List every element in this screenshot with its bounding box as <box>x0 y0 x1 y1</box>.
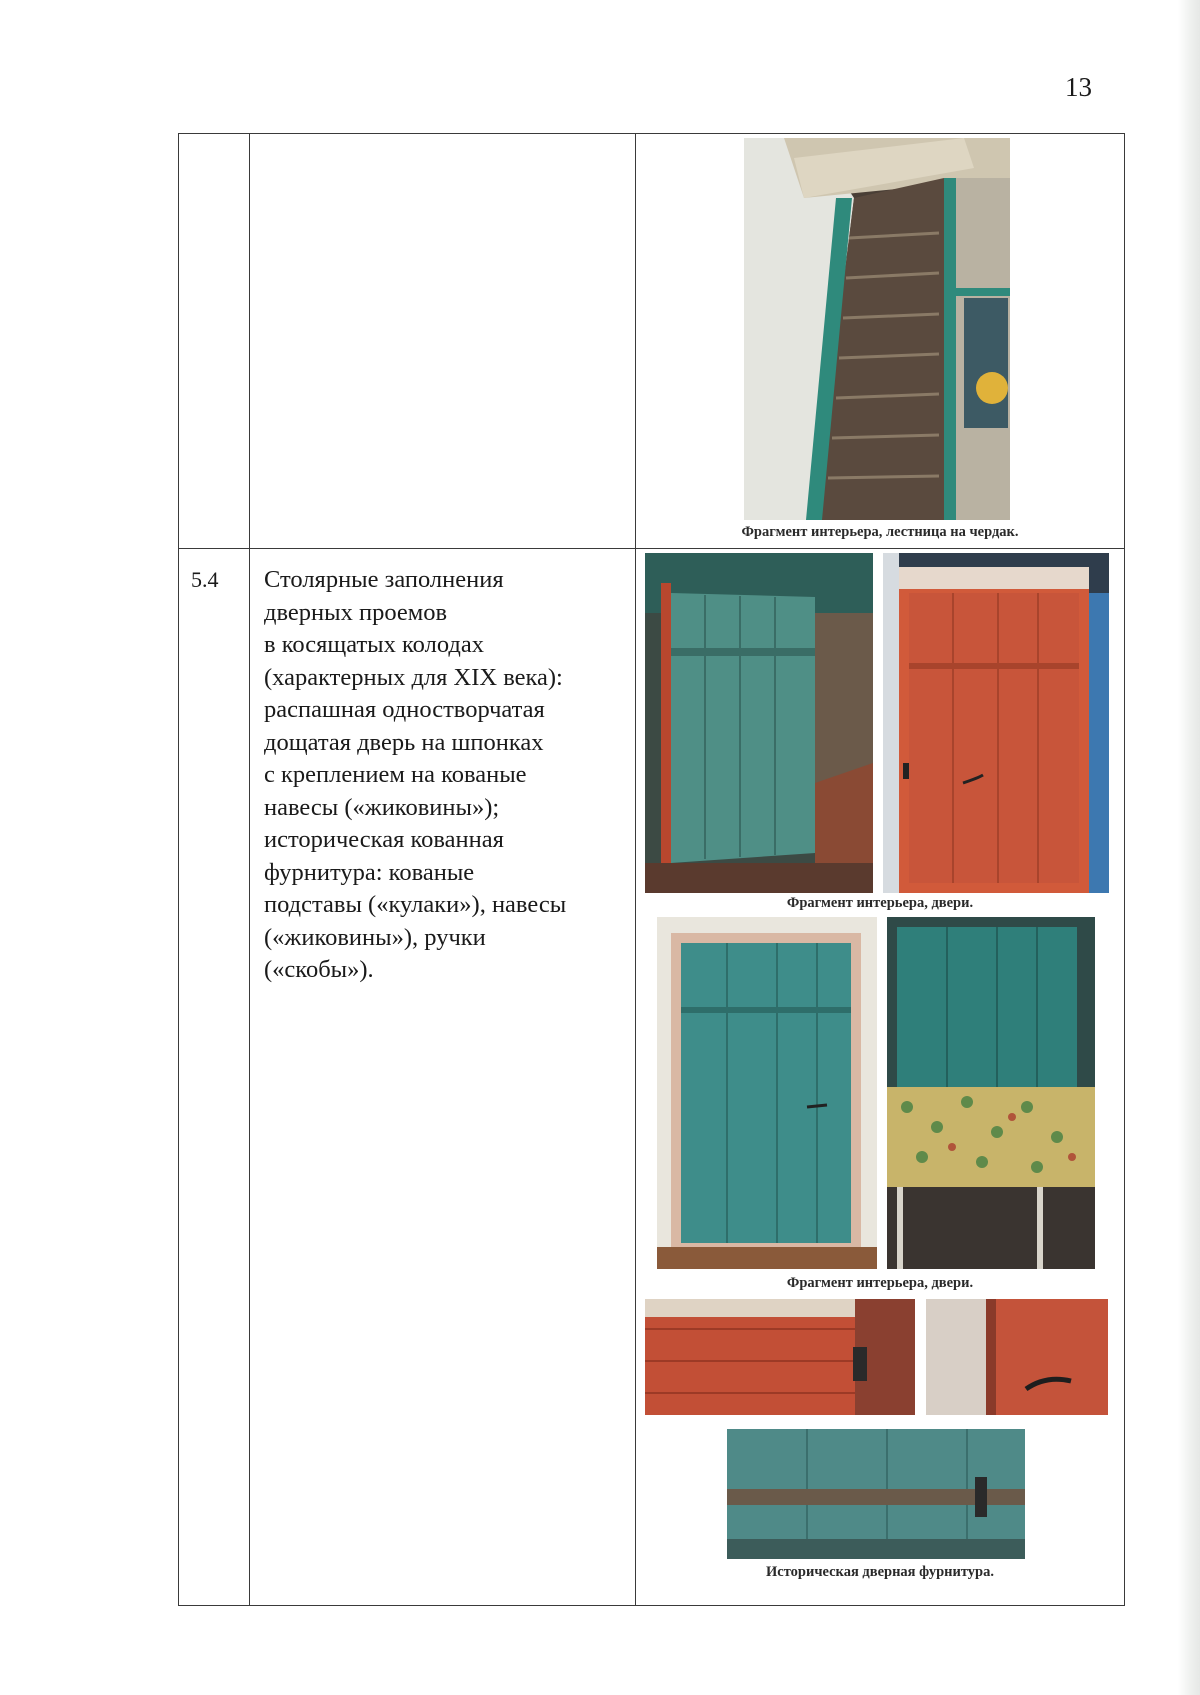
row-description-cell <box>250 549 636 1606</box>
photo-hardware-teal-hinge <box>727 1429 1025 1559</box>
page-number: 13 <box>1065 72 1092 102</box>
photo-door-orange <box>883 553 1109 893</box>
description-line: Столярные заполнения <box>264 566 504 593</box>
row-description-cell <box>250 134 636 549</box>
photo-door-teal-table <box>887 917 1095 1269</box>
photo-door-teal-closed <box>657 917 877 1269</box>
description-line: историческая кованная <box>264 826 504 853</box>
description-line: с креплением на кованые <box>264 761 527 788</box>
photo-caption: Фрагмент интерьера, лестница на чердак. <box>741 524 1019 540</box>
description-line: распашная одностворчатая <box>264 696 545 723</box>
table-row <box>179 549 1125 1606</box>
description-line: дощатая дверь на шпонках <box>264 728 544 756</box>
description-line: навесы («жиковины»); <box>264 793 500 821</box>
photo-cell <box>636 134 1125 549</box>
description-line: дверных проемов <box>264 598 448 626</box>
table-row <box>179 134 1125 549</box>
photo-caption: Фрагмент интерьера, двери. <box>786 1275 974 1291</box>
row-number-cell: 5.4 <box>179 549 250 1606</box>
photo-caption: Историческая дверная фурнитура. <box>766 1564 994 1580</box>
photo-door-teal-open <box>645 553 873 893</box>
photo-cell <box>636 549 1125 1606</box>
description-line: подставы («кулаки»), навесы <box>264 891 567 918</box>
description-line: («скобы»). <box>264 956 374 983</box>
page-edge-shadow <box>1178 0 1200 1695</box>
row-number-cell <box>179 134 250 549</box>
description-line: в косящатых колодах <box>264 631 484 658</box>
description-line: (характерных для XIX века): <box>264 663 563 691</box>
photo-attic-staircase <box>744 138 1010 520</box>
description-line: («жиковины»), ручки <box>264 923 486 951</box>
photo-hardware-orange-handle <box>926 1299 1108 1415</box>
document-table <box>178 133 1125 1606</box>
photo-hardware-orange-hinge <box>645 1299 915 1415</box>
photo-caption: Фрагмент интерьера, двери. <box>786 895 974 911</box>
description-line: фурнитура: кованые <box>264 858 475 886</box>
